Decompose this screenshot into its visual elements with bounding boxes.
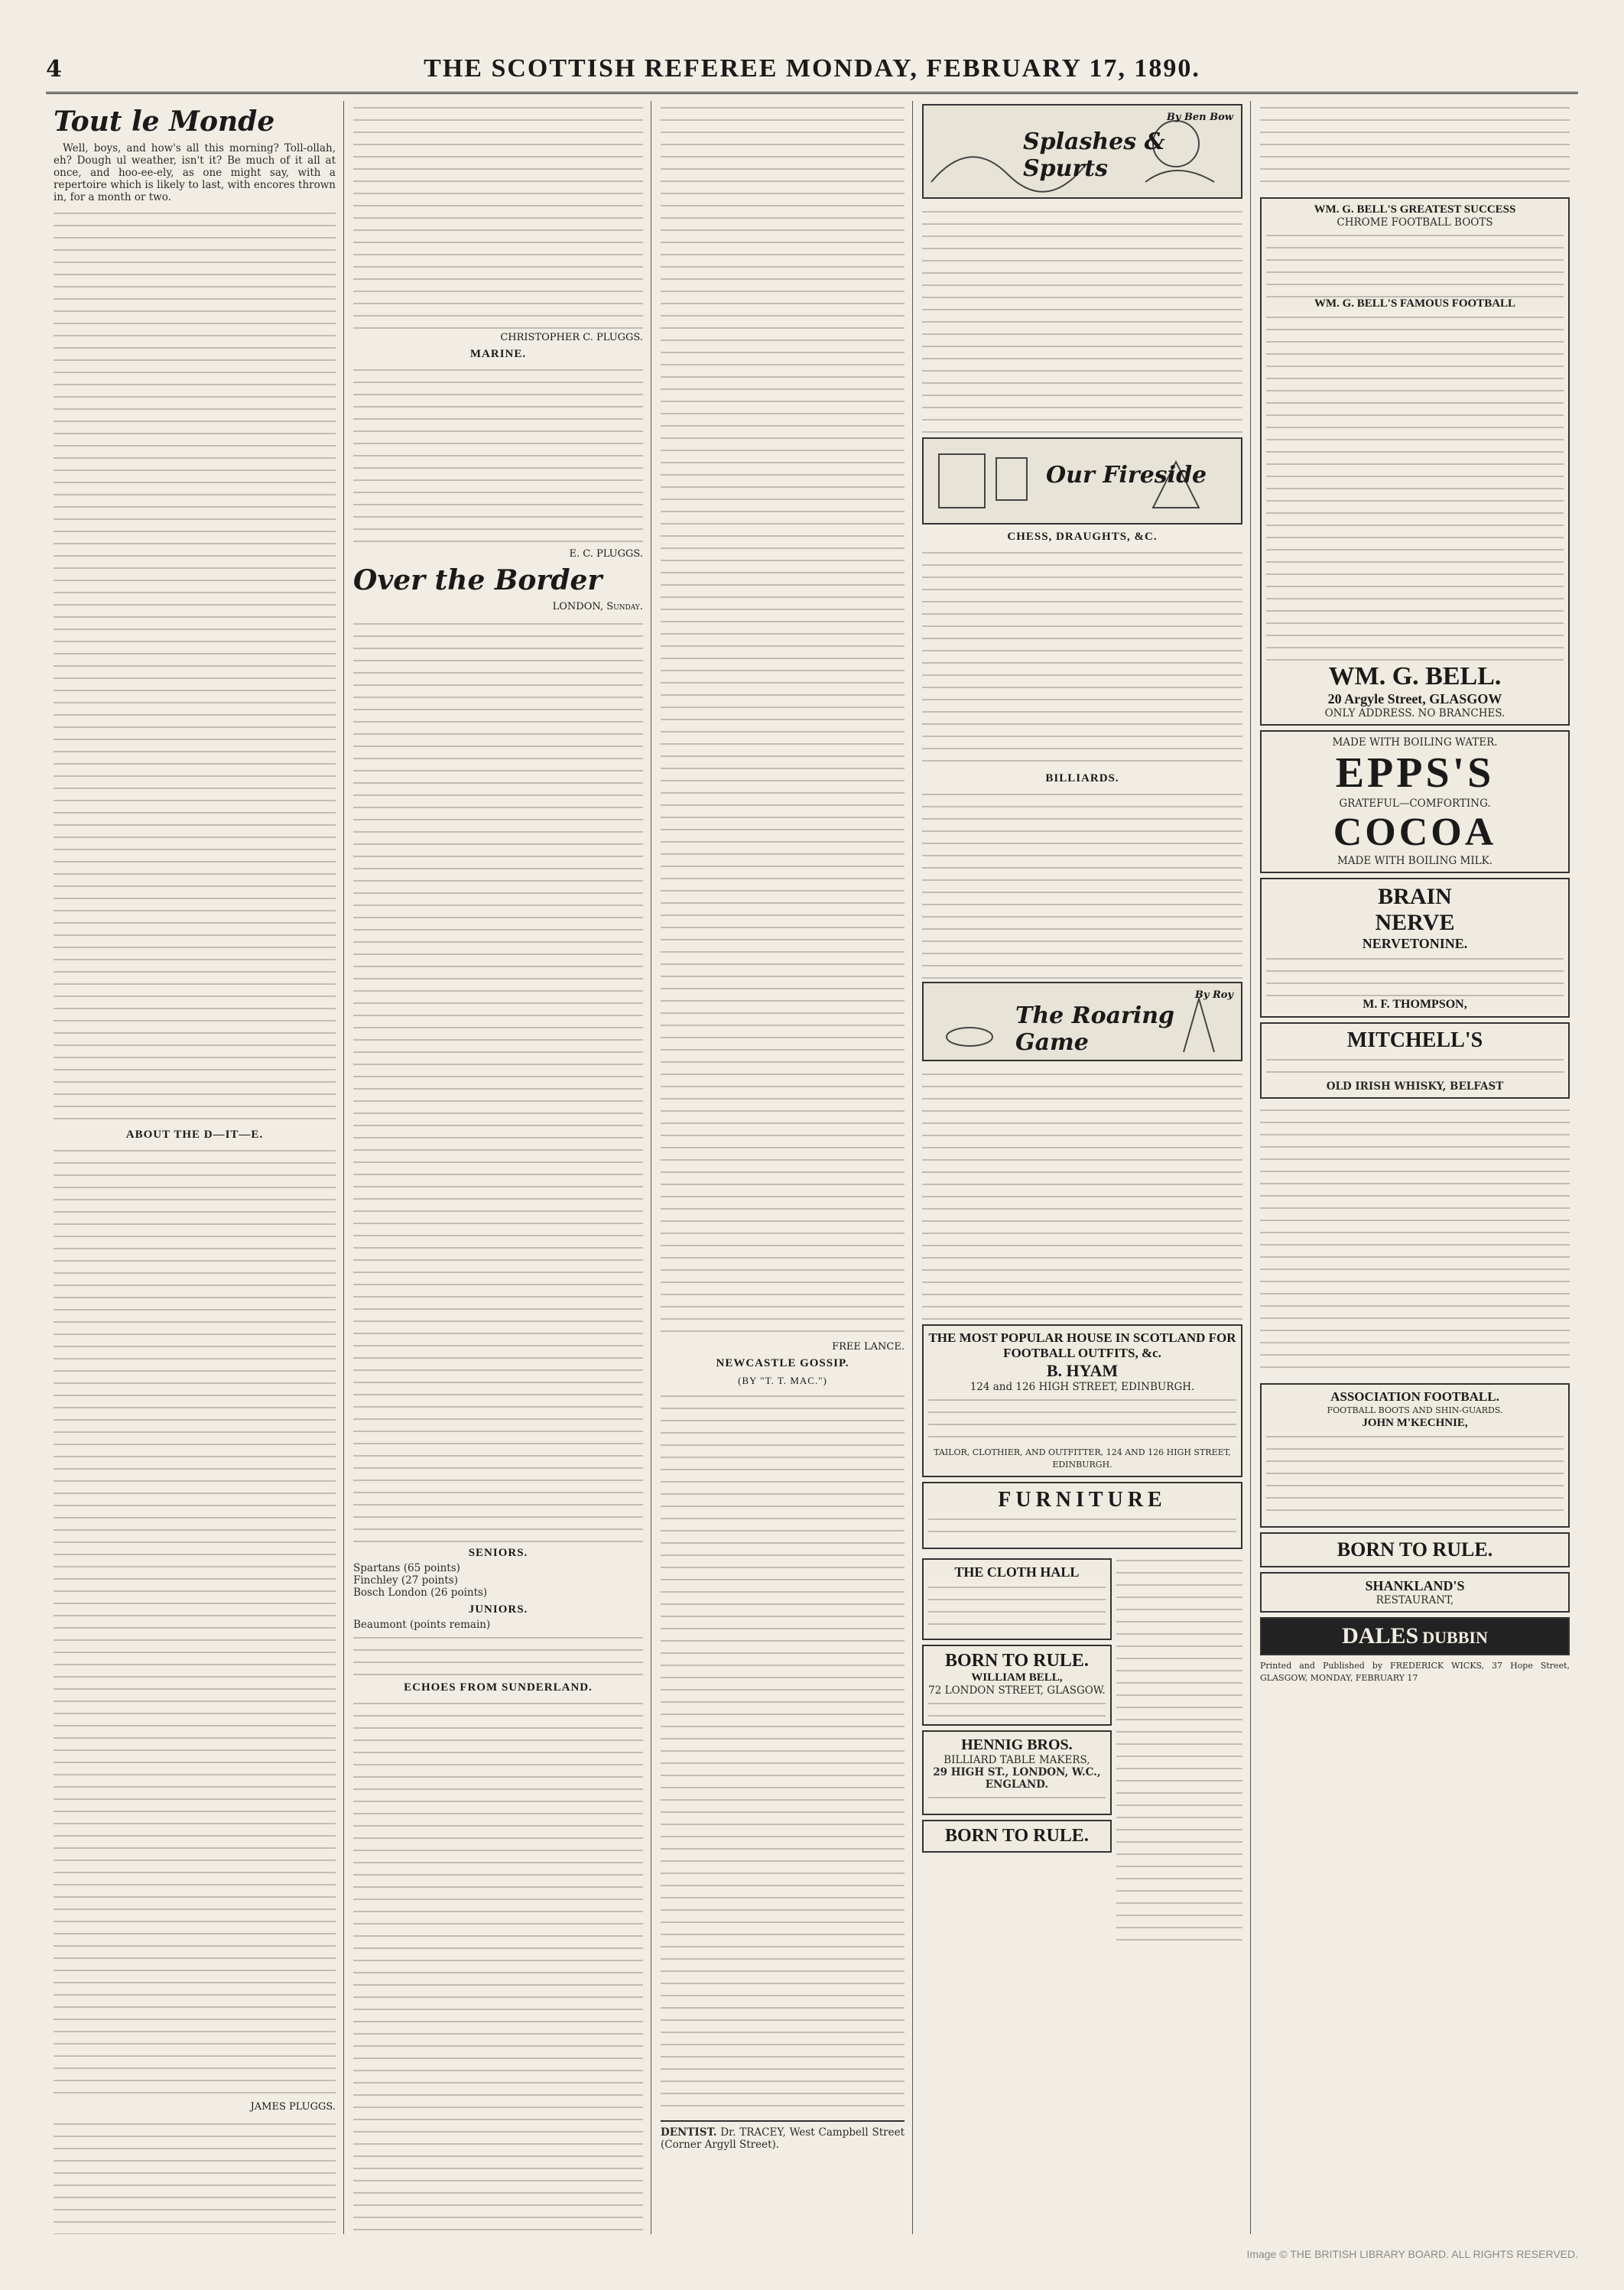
- signature: E. C. PLUGGS.: [569, 548, 643, 560]
- nerve-title: NERVE: [1375, 910, 1455, 935]
- article-end: [54, 2117, 336, 2234]
- shankland-title: SHANKLAND'S: [1365, 1578, 1465, 1593]
- article-body: [922, 1067, 1242, 1320]
- article-body: [54, 206, 336, 1124]
- illustrator-signature: By Roy: [1194, 989, 1233, 1001]
- article-body: [1260, 101, 1570, 193]
- epps-pre: MADE WITH BOILING WATER.: [1332, 736, 1498, 749]
- bell-note: ONLY ADDRESS. NO BRANCHES.: [1324, 707, 1505, 719]
- assoc-subtitle: FOOTBALL BOOTS AND SHIN-GUARDS.: [1327, 1405, 1503, 1415]
- bell-name: WM. G. BELL.: [1328, 662, 1502, 690]
- signature: FREE LANCE.: [832, 1341, 905, 1353]
- advert-body: [928, 1697, 1106, 1720]
- advert-title: WM. G. BELL'S GREATEST SUCCESS: [1314, 203, 1516, 216]
- signature: CHRISTOPHER C. PLUGGS.: [500, 332, 643, 343]
- article-body: [353, 617, 643, 1542]
- column-1: [46, 101, 344, 2234]
- born-to-rule-advert: [1260, 1532, 1570, 1567]
- juniors-list: [353, 1619, 643, 1631]
- nervetonine-advert: [1260, 878, 1570, 1018]
- william-bell-name: WILLIAM BELL,: [971, 1671, 1063, 1684]
- advert-body: [928, 1580, 1106, 1634]
- splashes-illustration: [922, 104, 1242, 199]
- fireside-title: Our Fireside: [1046, 462, 1207, 489]
- signature: JAMES PLUGGS.: [250, 2101, 336, 2113]
- list-item: Finchley (27 points): [353, 1574, 458, 1587]
- seniors-list: [353, 1562, 643, 1599]
- advert-price-list: [928, 1393, 1236, 1447]
- printer-imprint: Printed and Published by FREDERICK WICKS, 37 Hope Street, GLASGOW, MONDAY, FEBRUARY 17: [1260, 1661, 1570, 1683]
- furniture-title: FURNITURE: [998, 1488, 1167, 1512]
- hennig-title: HENNIG BROS.: [961, 1736, 1073, 1753]
- lower-right-text: [1116, 1554, 1242, 1951]
- advert-name: B. HYAM: [1046, 1361, 1119, 1380]
- hennig-address: 29 HIGH ST., LONDON, W.C., ENGLAND.: [933, 1766, 1101, 1791]
- column-5: [1252, 101, 1577, 2234]
- cocoa-title: COCOA: [1333, 810, 1497, 854]
- cloth-hall-advert: [922, 1558, 1112, 1640]
- list-title-juniors: JUNIORS.: [468, 1603, 528, 1616]
- dateline: LONDON, Sunday.: [552, 601, 643, 612]
- newspaper-page: [46, 31, 1578, 2259]
- list-item: Bosch London (26 points): [353, 1587, 488, 1599]
- tout-le-monde-heading: Tout le Monde: [54, 106, 275, 138]
- roaring-game-title: The Roaring Game: [1015, 1002, 1175, 1056]
- article-body-continued: [54, 1144, 336, 2100]
- bell-boots-advert: [1260, 197, 1570, 726]
- list-title-seniors: SENIORS.: [468, 1547, 528, 1559]
- furniture-advert: [922, 1482, 1242, 1549]
- born-to-rule-advert: [922, 1645, 1112, 1726]
- epps-title: EPPS'S: [1335, 749, 1495, 797]
- section-sunderland: ECHOES FROM SUNDERLAND.: [404, 1681, 593, 1694]
- lower-adverts: [922, 1554, 1242, 1951]
- born-to-rule-title: BORN TO RULE.: [1337, 1538, 1493, 1561]
- born-to-rule-advert-2: [922, 1820, 1112, 1853]
- nervetonine-title: NERVETONINE.: [1362, 936, 1468, 951]
- william-bell-address: 72 LONDON STREET, GLASGOW.: [928, 1684, 1106, 1697]
- splashes-title: Splashes & Spurts: [1023, 128, 1165, 182]
- advert-title: WM. G. BELL'S FAMOUS FOOTBALL: [1314, 297, 1516, 310]
- advert-body: [1266, 952, 1564, 998]
- hennig-subtitle: BILLIARD TABLE MAKERS,: [944, 1754, 1090, 1766]
- epps-cocoa-advert: [1260, 730, 1570, 873]
- mitchell-whisky-advert: [1260, 1022, 1570, 1099]
- masthead: [46, 46, 1578, 94]
- cloth-hall-title: THE CLOTH HALL: [954, 1564, 1080, 1580]
- advert-subline: TAILOR, CLOTHIER, AND OUTFITTER, 124 AND 126 HIGH STREET, EDINBURGH.: [934, 1447, 1231, 1470]
- lower-left-adverts: [922, 1554, 1112, 1951]
- advert-address: 124 and 126 HIGH STREET, EDINBURGH.: [970, 1381, 1195, 1393]
- poem-title: ABOUT THE D—IT—E.: [125, 1129, 264, 1141]
- article-body: [661, 1389, 905, 2116]
- section-newcastle: NEWCASTLE GOSSIP.: [716, 1357, 849, 1369]
- advert-subtitle: CHROME FOOTBALL BOOTS: [1337, 216, 1493, 229]
- over-the-border-heading: Over the Border: [353, 564, 603, 596]
- section-marine: MARINE.: [469, 348, 527, 360]
- advert-body: [928, 1512, 1236, 1543]
- page-number: 4: [46, 55, 62, 83]
- born-to-rule-title: BORN TO RULE.: [944, 1826, 1089, 1846]
- article-intro: Well, boys, and how's all this morning? Toll-ollah, eh? Dough ul weather, isn't it? Be much of it all at once, and hoo-ee-ely, as one might say, with a repertoire which is likely to last, with encores thrown in, for a month or two.: [54, 142, 336, 203]
- article-body: [922, 788, 1242, 979]
- bell-address: 20 Argyle Street, GLASGOW: [1327, 691, 1502, 706]
- copyright-watermark: Image © THE BRITISH LIBRARY BOARD. ALL RIGHTS RESERVED.: [1246, 2248, 1578, 2260]
- mckechnie-name: JOHN M'KECHNIE,: [1362, 1417, 1468, 1429]
- poem: [353, 363, 643, 547]
- section-billiards: BILLIARDS.: [1045, 772, 1119, 784]
- hyam-advert: [922, 1324, 1242, 1477]
- mitchell-subtitle: OLD IRISH WHISKY, BELFAST: [1326, 1080, 1504, 1093]
- epps-post: MADE WITH BOILING MILK.: [1337, 855, 1493, 867]
- article-body: [353, 1631, 643, 1677]
- shankland-subtitle: RESTAURANT,: [1376, 1594, 1454, 1606]
- fireside-illustration: [922, 437, 1242, 525]
- column-4: [914, 101, 1251, 2234]
- article-body: [922, 205, 1242, 434]
- association-football-advert: [1260, 1383, 1570, 1528]
- article-body: [922, 546, 1242, 768]
- advert-body: [1266, 229, 1564, 297]
- column-2: [346, 101, 651, 2234]
- article-body: [661, 101, 905, 1340]
- shankland-advert: [1260, 1572, 1570, 1613]
- byline: (BY "T. T. MAC."): [738, 1375, 827, 1386]
- dubbin-title: DUBBIN: [1422, 1628, 1488, 1647]
- advert-body: [1266, 1053, 1564, 1080]
- list-item: Spartans (65 points): [353, 1562, 460, 1574]
- assoc-title: ASSOCIATION FOOTBALL.: [1330, 1389, 1499, 1404]
- newspaper-title: THE SCOTTISH REFEREE MONDAY, FEBRUARY 17, 1890.: [424, 54, 1200, 83]
- dentist-title: DENTIST.: [661, 2126, 717, 2139]
- born-to-rule-title: BORN TO RULE.: [944, 1651, 1089, 1671]
- dentist-ad: [661, 2126, 905, 2151]
- section-chess: CHESS, DRAUGHTS, &C.: [1007, 531, 1158, 543]
- dentist-text: Dr. TRACEY, West Campbell Street (Corner Argyll Street).: [661, 2126, 905, 2151]
- advert-headline: THE MOST POPULAR HOUSE IN SCOTLAND FOR FOOTBALL OUTFITS, &c.: [928, 1330, 1236, 1360]
- advert-price-list: [1266, 310, 1564, 662]
- hennig-advert: [922, 1730, 1112, 1815]
- advert-body: [928, 1791, 1106, 1809]
- dales-dubbin-advert: [1260, 1617, 1570, 1655]
- epps-subtitle: GRATEFUL—COMFORTING.: [1339, 797, 1491, 810]
- illustrator-signature: By Ben Bow: [1166, 112, 1233, 123]
- advert-body: [1266, 1430, 1564, 1522]
- brain-title: BRAIN: [1378, 884, 1452, 909]
- article-body: [353, 1697, 643, 2232]
- column-3: [653, 101, 913, 2234]
- thompson-name: M. F. THOMPSON,: [1363, 998, 1467, 1011]
- mitchell-title: MITCHELL'S: [1346, 1028, 1483, 1052]
- list-item: Beaumont (points remain): [353, 1619, 491, 1631]
- article-body: [353, 101, 643, 330]
- divider: [661, 2120, 905, 2122]
- dales-title: DALES: [1342, 1623, 1419, 1648]
- article-body: [1260, 1103, 1570, 1379]
- roaring-game-illustration: [922, 982, 1242, 1061]
